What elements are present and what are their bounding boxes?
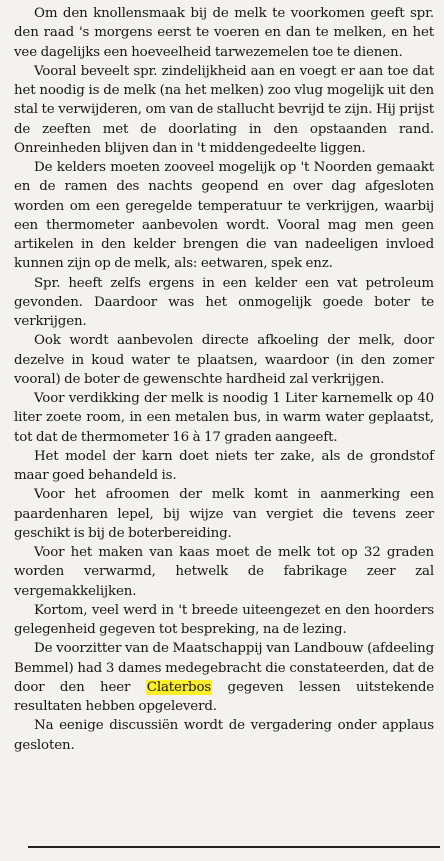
highlighted-name: Claterbos [146,679,212,695]
voorzitter-text-after: gegeven lessen uitstekende resultaten hebben opgeleverd. [14,679,435,714]
paragraph-verdikking: Voor verdikking der melk is noodig 1 Liter karnemelk op 40 liter zoete room, in een metalen bus, in warm water geplaatst, tot dat de thermometer 16 à 17 graden aangeeft. [14,391,434,445]
voorzitter-text-before: De voorzitter van de Maatschappij van Landbouw (afdeeling Bemmel) had 3 dames medegebracht die constateerden, dat de door den heer [14,641,434,695]
paragraph-petroleum: Spr. heeft zelfs ergens in een kelder een vat petroleum gevonden. Daardoor was het onmogelijk goede boter te verkrijgen. [14,275,434,329]
paragraph-kortom: Kortom, veel werd in 't breede uiteengezet en den hoorders gelegenheid gegeven tot bespreking, na de lezing. [14,602,434,637]
paragraph-afkoeling: Ook wordt aanbevolen directe afkoeling der melk, door dezelve in koud water te plaatsen, waardoor (in den zomer vooral) de boter de gewenschte hardheid zal verkrijgen. [14,333,434,387]
paragraph-kelders: De kelders moeten zooveel mogelijk op 't Noorden gemaakt en de ramen des nachts geopend en over dag afgesloten worden om een geregelde temperatuur te verkrijgen, waarbij een thermometer aanbevolen wordt. Vooral mag men geen artikelen in den kelder brengen die van nadeeligen invloed kunnen zijn op de melk, als: eetwaren, spek enz. [14,160,434,272]
paragraph-knollensmaak: Om den knollensmaak bij de melk te voorkomen geeft spr. den raad 's morgens eerst te voeren en dan te melken, en het vee dagelijks een hoeveelheid tarwezemelen toe te dienen. [14,6,434,60]
paragraph-voorzitter [14,639,434,716]
paragraph-kaas: Voor het maken van kaas moet de melk tot op 32 graden worden verwarmd, hetwelk de fabrikage zeer zal vergemakkelijken. [14,545,434,599]
closing-rule [28,846,440,848]
paragraph-karn: Het model der karn doet niets ter zake, als de grondstof maar goed behandeld is. [14,448,434,483]
paragraph-afroomen: Voor het afroomen der melk komt in aanmerking een paardenharen lepel, bij wijze van vergiet die tevens zeer geschikt is bij de boterbereiding. [14,487,434,541]
article-column [14,4,434,755]
paragraph-zindelijkheid: Vooral beveelt spr. zindelijkheid aan en voegt er aan toe dat het noodig is de melk (na het melken) zoo vlug mogelijk uit den stal te verwijderen, om van de stallucht bevrijd te zijn. Hij prijst de zeeften met de doorlating in den opstaanden rand. Onreinheden blijven dan in 't middengedeelte liggen. [14,63,434,156]
paragraph-discussien: Na eenige discussiën wordt de vergadering onder applaus gesloten. [14,718,434,753]
